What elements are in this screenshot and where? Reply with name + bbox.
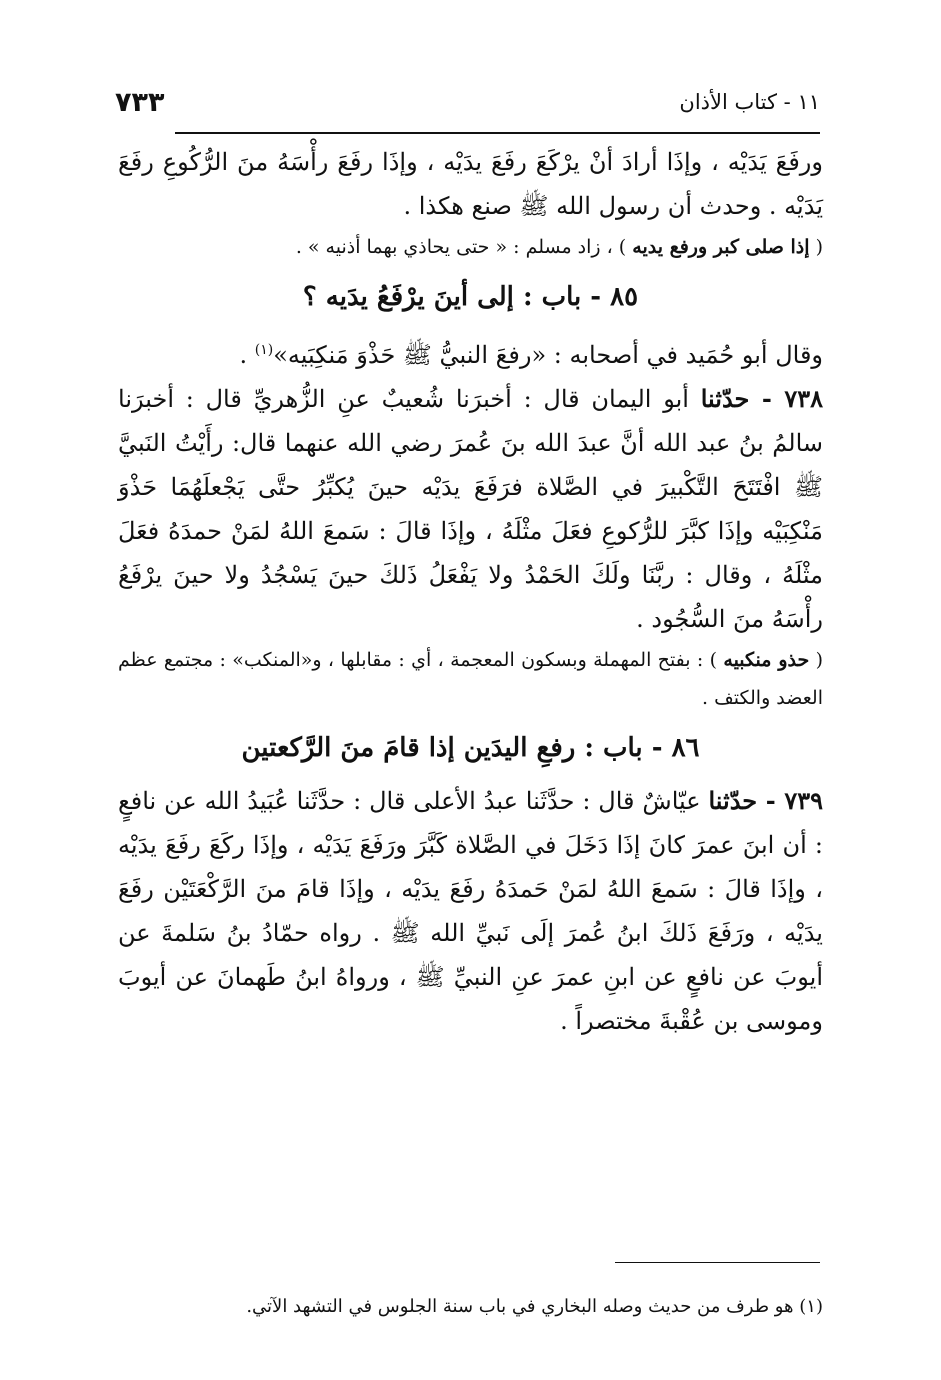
mualaq-narration: وقال أبو حُمَيد في أصحابه : «رفعَ النبيُّ ﷺ حَذْوَ مَنكِبَيه»$^{(١)}$ . bbox=[239, 341, 823, 369]
page-number: ٧٣٣ bbox=[115, 86, 165, 118]
hadith-number-label: ٧٣٩ - حدّثنا bbox=[708, 786, 823, 815]
commentary-note-2: ( حذو منكبيه ) : بفتح المهملة وبسكون المعجمة ، أي : مقابلها ، و«المنكب» : مجتمع عظم العضد والكتف . bbox=[118, 649, 823, 709]
hadith-continuation: ورفَعَ يَدَيْه ، وإذَا أرادَ أنْ يرْكَعَ رفَعَ يدَيْه ، وإذَا رفَعَ رأْسَهُ منَ الرُّكُوعِ رفَعَ يَدَيْه . وحدث أن رسول الله ﷺ صنع هكذا . bbox=[118, 148, 823, 220]
header-rule bbox=[175, 132, 820, 134]
page-header bbox=[115, 82, 820, 122]
footnote-rule bbox=[615, 1262, 820, 1263]
running-title: ١١ - كتاب الأذان bbox=[679, 90, 820, 114]
chapter-heading-85: ٨٥ - باب : إلى أينَ يرْفَعُ يدَيه ؟ bbox=[302, 282, 639, 312]
commentary-keyword: حذو منكبيه bbox=[723, 649, 810, 671]
page-body bbox=[118, 140, 823, 1043]
commentary-note-1: ( إذا صلى كبر ورفع يديه ) ، زاد مسلم : « حتى يحاذي بهما أذنيه » . bbox=[295, 236, 823, 258]
footnote-marker[interactable]: (١) bbox=[254, 342, 274, 358]
hadith-738 bbox=[118, 377, 823, 641]
hadith-number-label: ٧٣٨ - حدّثنا bbox=[700, 384, 823, 413]
commentary-keyword: إذا صلى كبر ورفع يديه bbox=[632, 236, 810, 258]
footnote: (١) هو طرف من حديث وصله البخاري في باب سنة الجلوس في التشهد الآتي. bbox=[246, 1296, 823, 1317]
chapter-heading-86: ٨٦ - باب : رفعِ اليدَين إذا قامَ منَ الرَّكعتين bbox=[241, 733, 700, 763]
hadith-739 bbox=[118, 779, 823, 1043]
hadith-text: عيّاشٌ قال : حدَّثَنا عبدُ الأعلى قال : حدَّثَنا عُبَيدُ الله عن نافعٍ : أن ابنَ عمرَ كانَ إذَا دَخَلَ في الصَّلاة كَبَّرَ ورَفَعَ يَدَيْه ، وإذَا ركَعَ رفَعَ يدَيْه ، وإذَا قالَ : سَمعَ اللهُ لمَنْ حَمدَهُ رفَعَ يدَيْه ، وإذَا قامَ منَ الرَّكْعَتَيْن رفَعَ يدَيْه ، ورَفَعَ ذَلكَ ابنُ عُمرَ إلَى نَبيِّ الله ﷺ . رواه حمّادُ بنُ سَلمةَ عن أيوبَ عن نافعٍ عن ابنِ عمرَ عنِ النبيِّ ﷺ ، ورواهُ ابنُ طَهمانَ عن أيوبَ وموسى بن عُقْبةَ مختصراً . bbox=[118, 787, 823, 1035]
hadith-text: أبو اليمان قال : أخبرَنا شُعيبٌ عنِ الزُّهريِّ قال : أخبرَنا سالمُ بنُ عبد الله أنَّ عبدَ الله بنَ عُمرَ رضي الله عنهما قال: رأَيْتُ النَبيَّ ﷺ افْتَتَحَ التَّكْبيرَ في الصَّلاة فرَفَعَ يدَيْه حينَ يُكبِّرُ حتَّى يَجْعلَهُمَا حَذْوَ مَنْكِبَيْه وإذَا كبَّرَ للرُّكوعِ فعَلَ مثْلَهُ ، وإذَا قالَ : سَمعَ اللهُ لمَنْ حمدَهُ فعَلَ مثْلَهُ ، وقال : ربَّنَا ولَكَ الحَمْدُ ولا يَفْعَلُ ذَلكَ حينَ يَسْجُدُ ولا حينَ يرْفَعُ رأْسَهُ منَ السُّجُود . bbox=[118, 385, 823, 633]
